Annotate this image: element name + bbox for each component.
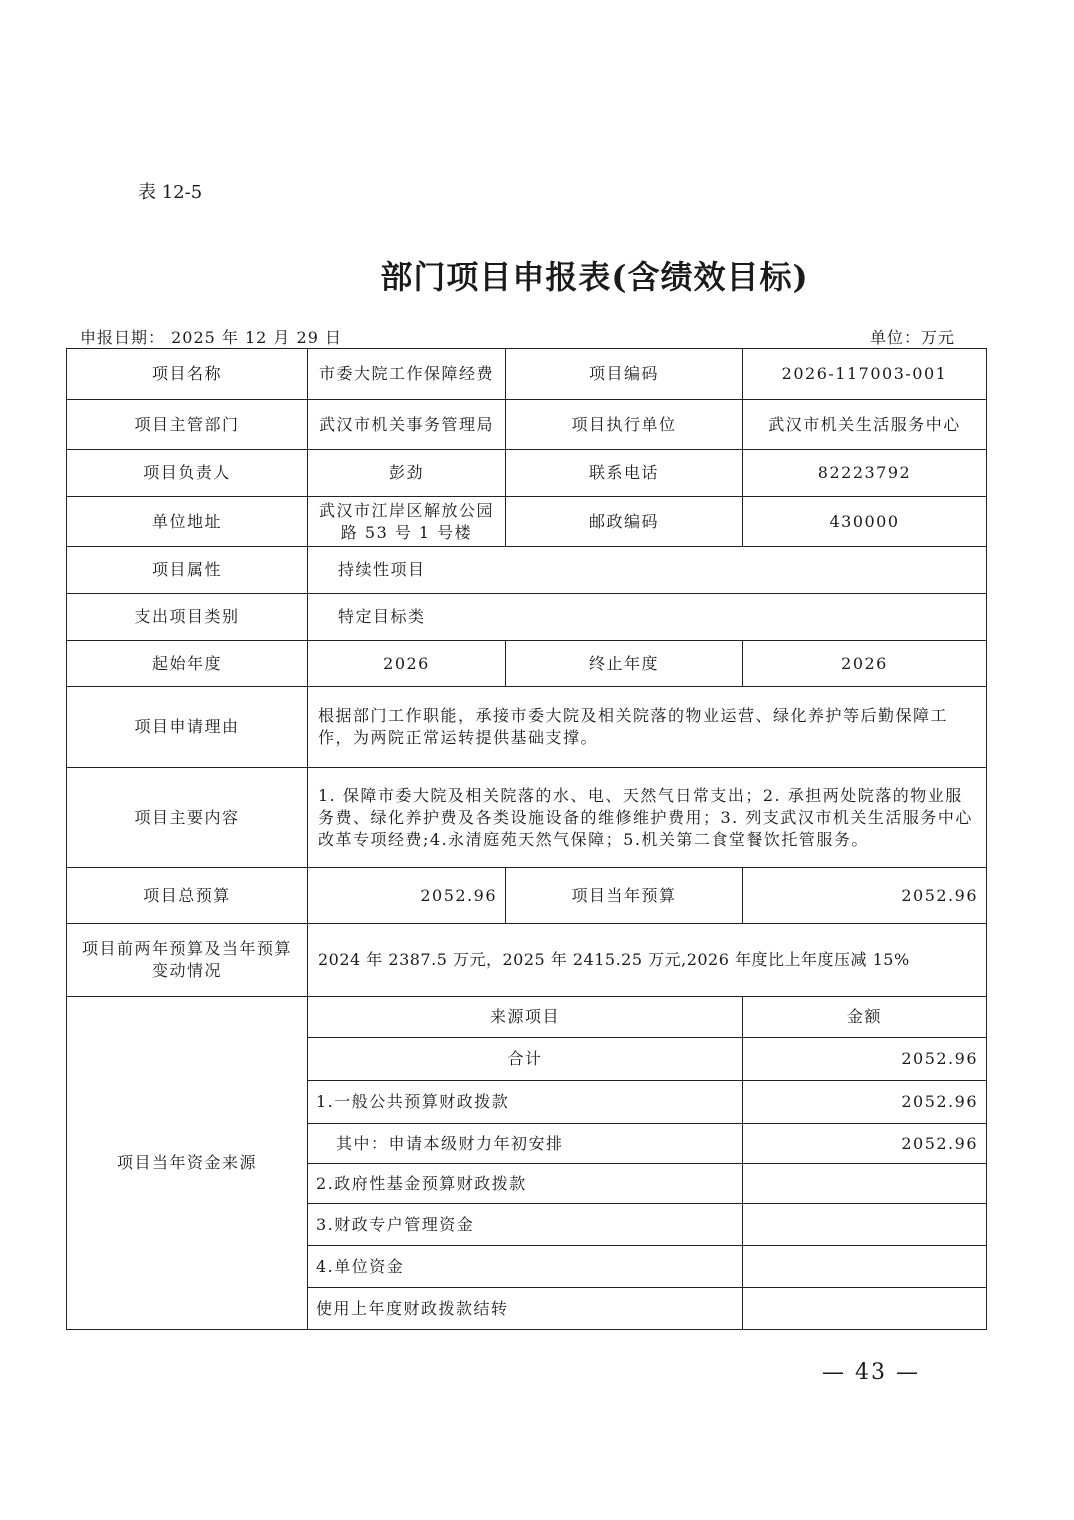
- attribute-label: 项目属性: [67, 547, 308, 594]
- person-value: 彭劲: [308, 450, 506, 497]
- funding-source: 使用上年度财政拨款结转: [308, 1288, 743, 1330]
- category-label: 支出项目类别: [67, 594, 308, 641]
- exec-unit-label: 项目执行单位: [506, 400, 743, 450]
- table-row: [67, 547, 987, 594]
- end-year-value: 2026: [743, 641, 987, 687]
- address-label: 单位地址: [67, 497, 308, 547]
- dept-value: 武汉市机关事务管理局: [308, 400, 506, 450]
- funding-amount: [743, 1288, 987, 1330]
- table-row: [67, 924, 987, 997]
- funding-source: 2.政府性基金预算财政拨款: [308, 1164, 743, 1204]
- table-row: [67, 450, 987, 497]
- table-row: [67, 400, 987, 450]
- postcode-label: 邮政编码: [506, 497, 743, 547]
- table-label: 表 12-5: [138, 182, 203, 203]
- history-label: 项目前两年预算及当年预算变动情况: [67, 924, 308, 997]
- total-budget-value: 2052.96: [308, 868, 506, 924]
- project-name-label: 项目名称: [67, 349, 308, 400]
- start-year-value: 2026: [308, 641, 506, 687]
- funding-amount: 2052.96: [743, 1038, 987, 1081]
- page-number: — 43 —: [822, 1360, 920, 1385]
- funding-source: 1.一般公共预算财政拨款: [308, 1081, 743, 1124]
- funding-amount-header: 金额: [743, 997, 987, 1038]
- funding-amount: 2052.96: [743, 1081, 987, 1124]
- project-code-value: 2026-117003-001: [743, 349, 987, 400]
- year-budget-value: 2052.96: [743, 868, 987, 924]
- table-row: [67, 997, 987, 1038]
- table-row: [67, 497, 987, 547]
- funding-source: 合计: [308, 1038, 743, 1081]
- table-row: [67, 594, 987, 641]
- attribute-value: 持续性项目: [308, 547, 987, 594]
- funding-source: 3.财政专户管理资金: [308, 1204, 743, 1246]
- category-value: 特定目标类: [308, 594, 987, 641]
- funding-amount: 2052.96: [743, 1124, 987, 1164]
- exec-unit-value: 武汉市机关生活服务中心: [743, 400, 987, 450]
- reason-value: 根据部门工作职能，承接市委大院及相关院落的物业运营、绿化养护等后勤保障工作，为两院正常运转提供基础支撑。: [308, 687, 987, 768]
- history-value: 2024 年 2387.5 万元，2025 年 2415.25 万元,2026 年度比上年度压减 15%: [308, 924, 987, 997]
- year-budget-label: 项目当年预算: [506, 868, 743, 924]
- table-row: [67, 768, 987, 868]
- table-row: [67, 868, 987, 924]
- project-name-value: 市委大院工作保障经费: [308, 349, 506, 400]
- unit-label: 单位：万元: [870, 328, 956, 347]
- funding-amount: [743, 1164, 987, 1204]
- funding-source-header: 来源项目: [308, 997, 743, 1038]
- funding-label: 项目当年资金来源: [67, 997, 308, 1330]
- dept-label: 项目主管部门: [67, 400, 308, 450]
- table-row: [67, 641, 987, 687]
- project-form-table: [66, 348, 987, 1330]
- content-value: 1. 保障市委大院及相关院落的水、电、天然气日常支出；2. 承担两处院落的物业服务费、绿化养护费及各类设施设备的维修维护费用；3. 列支武汉市机关生活服务中心改革专项经费;4.永清庭苑天然气保障；5.机关第二食堂餐饮托管服务。: [308, 768, 987, 868]
- report-date: 申报日期： 2025 年 12 月 29 日: [80, 328, 342, 347]
- project-code-label: 项目编码: [506, 349, 743, 400]
- phone-value: 82223792: [743, 450, 987, 497]
- address-value: 武汉市江岸区解放公园路 53 号 1 号楼: [308, 497, 506, 547]
- phone-label: 联系电话: [506, 450, 743, 497]
- total-budget-label: 项目总预算: [67, 868, 308, 924]
- postcode-value: 430000: [743, 497, 987, 547]
- reason-label: 项目申请理由: [67, 687, 308, 768]
- page-title: 部门项目申报表(含绩效目标): [380, 258, 809, 296]
- funding-source: 4.单位资金: [308, 1246, 743, 1288]
- start-year-label: 起始年度: [67, 641, 308, 687]
- funding-source: 其中：申请本级财力年初安排: [308, 1124, 743, 1164]
- table-row: [67, 687, 987, 768]
- table-row: [67, 349, 987, 400]
- person-label: 项目负责人: [67, 450, 308, 497]
- end-year-label: 终止年度: [506, 641, 743, 687]
- funding-amount: [743, 1246, 987, 1288]
- content-label: 项目主要内容: [67, 768, 308, 868]
- funding-amount: [743, 1204, 987, 1246]
